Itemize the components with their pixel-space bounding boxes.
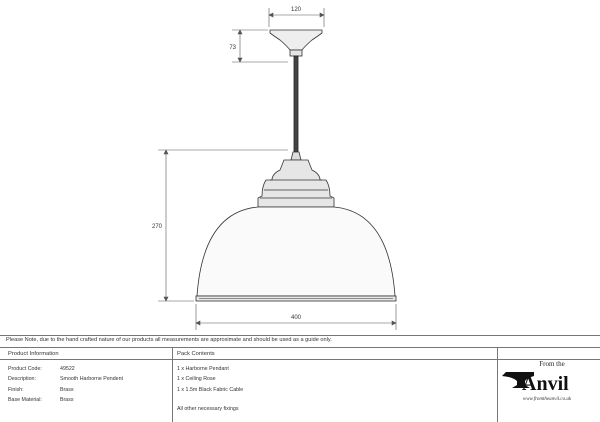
dim-shade-width: 400 (290, 315, 302, 321)
base-material-label: Base Material: (8, 397, 42, 403)
measurement-note: Please Note, due to the hand crafted nature of our products all measurements are approximate and should be used as a guide only. (6, 337, 332, 343)
logo-from-the: From the (539, 360, 565, 368)
description-label: Description: (8, 376, 36, 382)
divider (497, 347, 498, 422)
rose-neck (290, 50, 302, 56)
pack-contents-header: Pack Contents (177, 351, 215, 357)
shade-fitting (258, 160, 334, 207)
divider (0, 347, 600, 348)
divider (0, 335, 600, 336)
product-code-label: Product Code: (8, 366, 42, 372)
dim-rose-width: 120 (290, 7, 302, 13)
pendant-shade (197, 207, 395, 296)
pack-item: All other necessary fixings (177, 406, 239, 412)
pack-item: 1 x Harborne Pendant (177, 366, 229, 372)
dim-rose-height: 73 (229, 45, 236, 51)
logo-url: www.fromtheanvil.co.uk (522, 397, 572, 402)
base-material-value: Brass (60, 397, 74, 403)
cable (294, 56, 298, 152)
ceiling-rose (270, 30, 322, 50)
cable-grip (291, 152, 301, 160)
pack-item: 1 x 1.5m Black Fabric Cable (177, 387, 244, 393)
divider (172, 347, 173, 422)
description-value: Smooth Harborne Pendent (60, 376, 124, 382)
finish-label: Finish: (8, 387, 24, 393)
logo-brand: Anvil (522, 373, 569, 395)
dim-shade-height: 270 (151, 224, 162, 230)
finish-value: Brass (60, 387, 74, 393)
from-the-anvil-logo (500, 356, 595, 416)
product-info-header: Product Information (8, 351, 59, 357)
pack-item: 1 x Ceiling Rose (177, 376, 216, 382)
product-code-value: 49522 (60, 366, 75, 372)
